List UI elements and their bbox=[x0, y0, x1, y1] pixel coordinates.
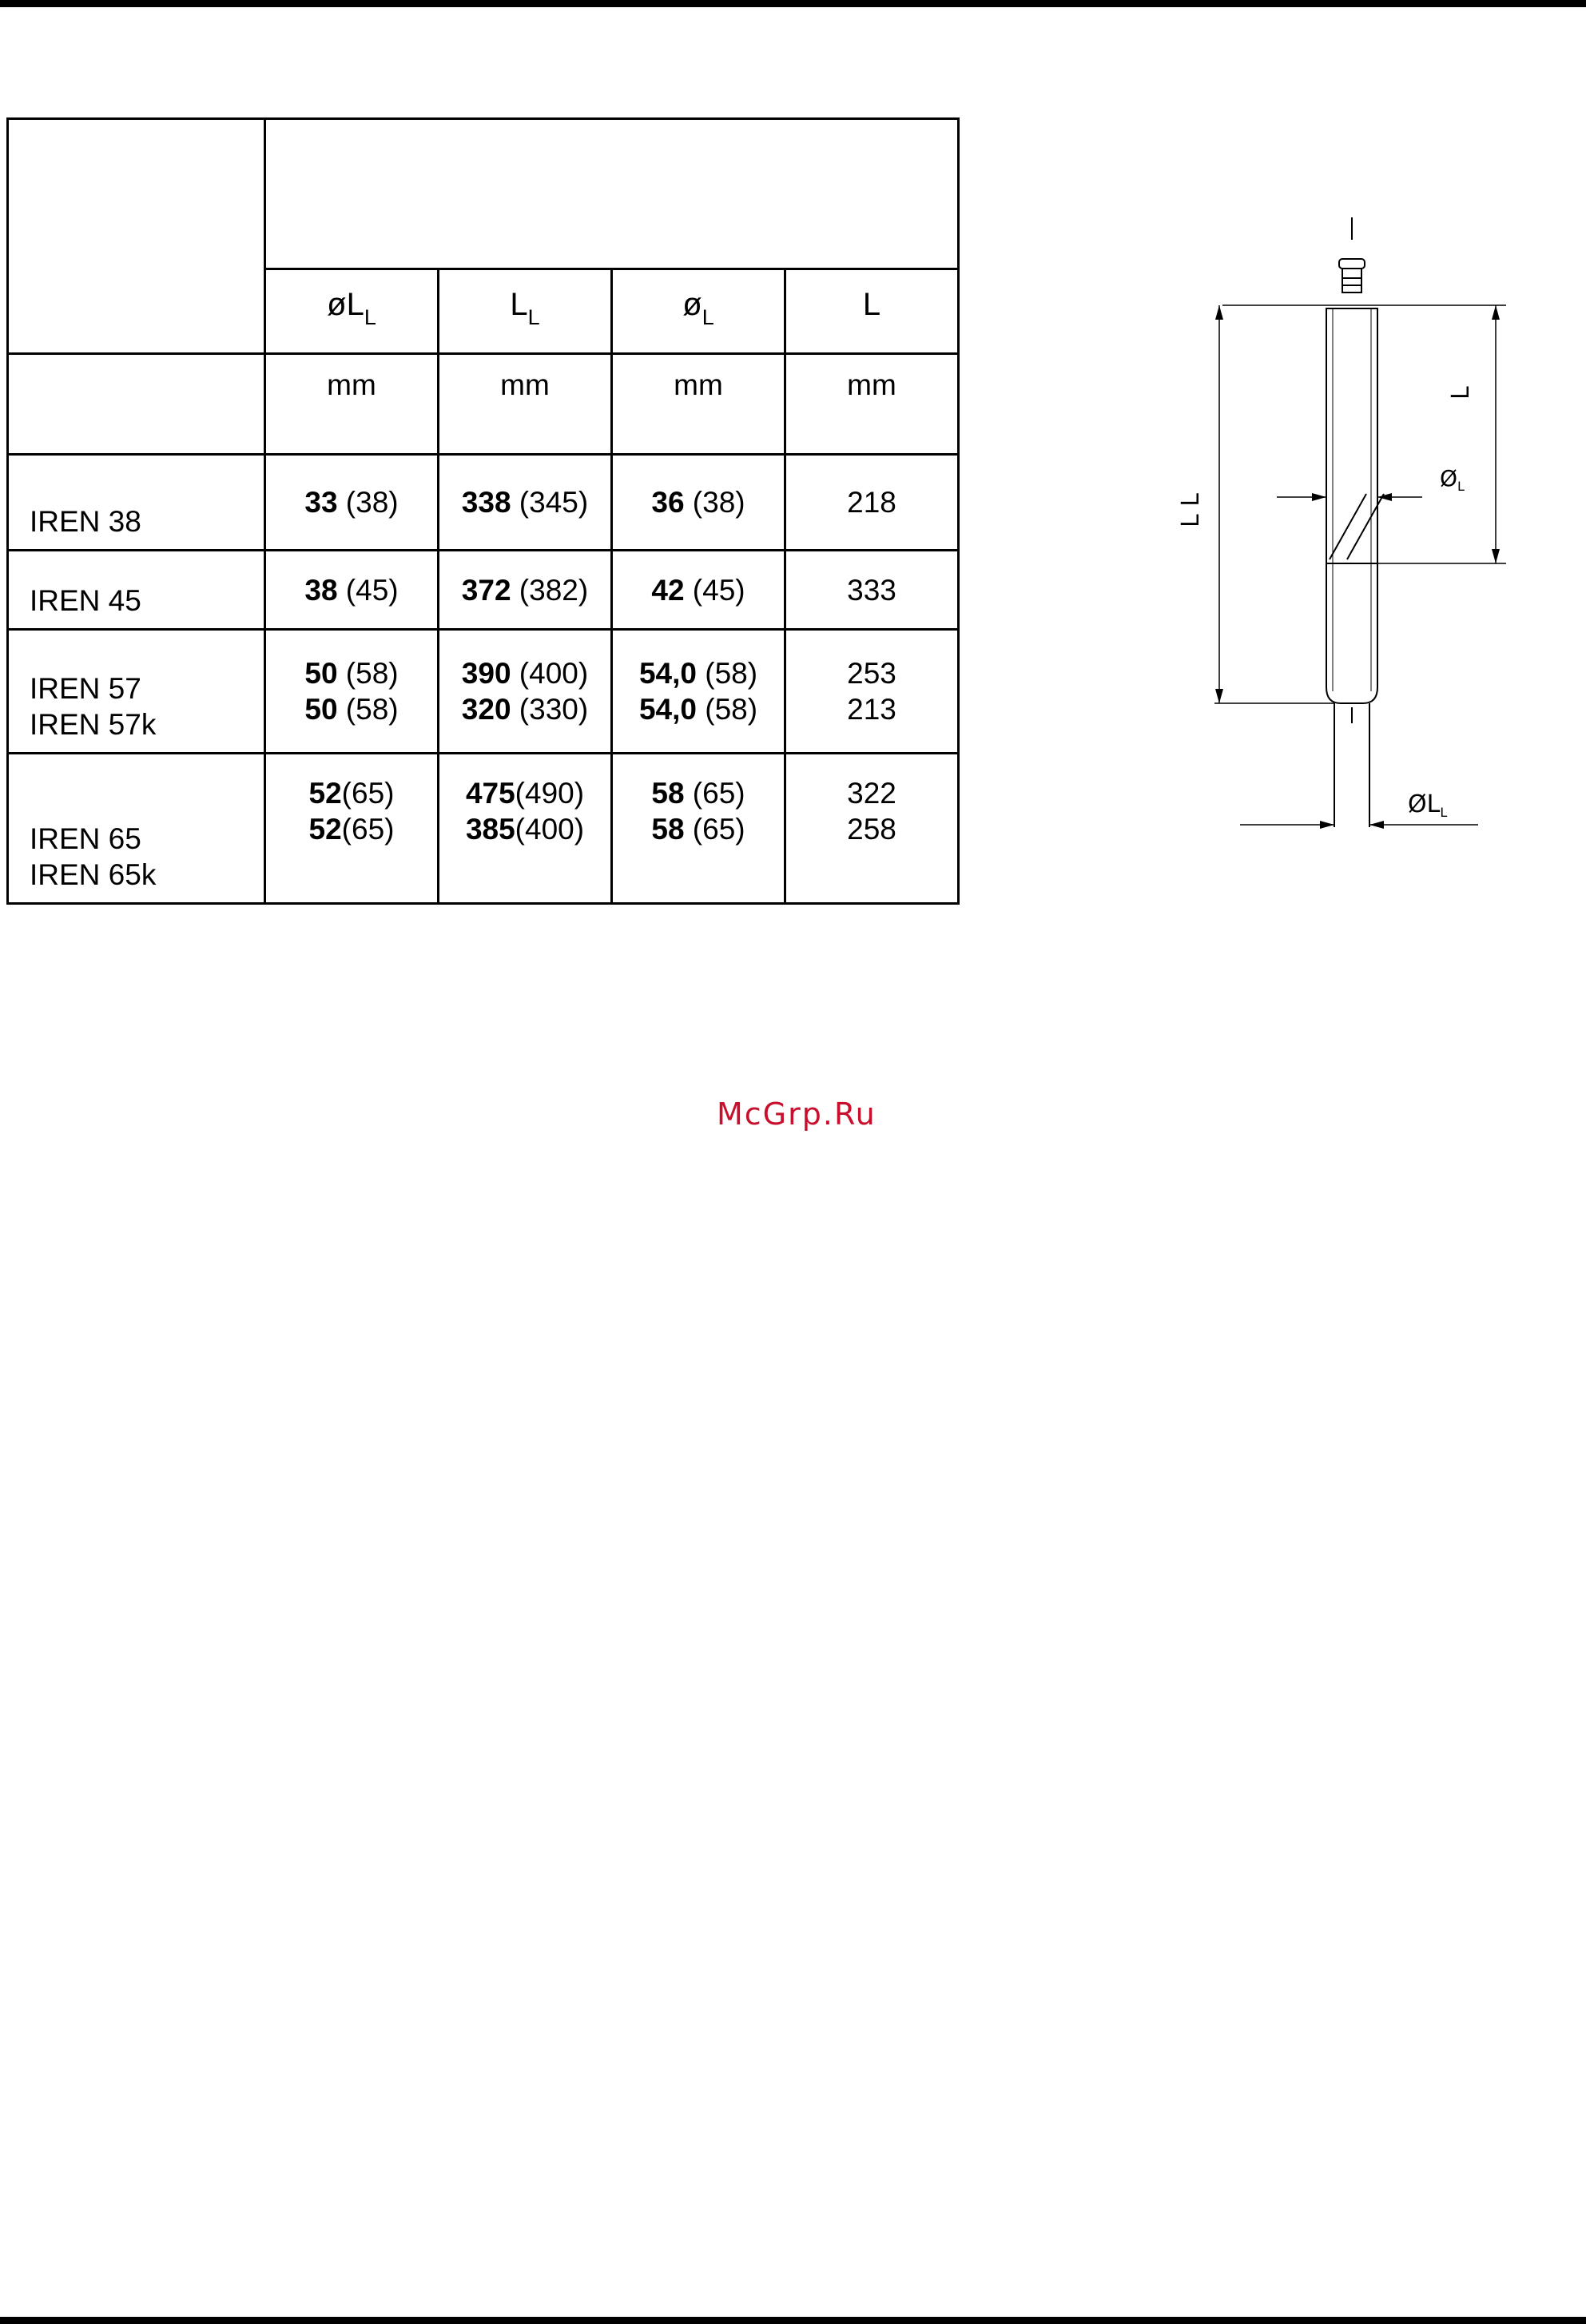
arrowhead bbox=[1320, 821, 1334, 829]
cell-oLL: 38 (45) bbox=[265, 551, 439, 630]
cell-oL: 42 (45) bbox=[612, 551, 785, 630]
watermark: McGrp.Ru bbox=[717, 1096, 876, 1132]
unit-cell: mm bbox=[439, 354, 612, 455]
cell-LL: 372 (382) bbox=[439, 551, 612, 630]
cell-oL: 36 (38) bbox=[612, 455, 785, 551]
col-symbol-LL: $L_L$ bbox=[439, 269, 612, 354]
cell-oLL: 52(65) 52(65) bbox=[265, 754, 439, 904]
arrowhead bbox=[1492, 549, 1500, 563]
cylinder-drawing bbox=[1177, 208, 1518, 839]
model-cell: IREN 65 IREN 65k bbox=[8, 754, 265, 904]
tip-cap bbox=[1339, 259, 1365, 269]
cell-oL: 58 (65) 58 (65) bbox=[612, 754, 785, 904]
model-cell: IREN 45 bbox=[8, 551, 265, 630]
arrowhead bbox=[1312, 493, 1326, 501]
cylinder-body bbox=[1326, 308, 1377, 703]
unit-cell: mm bbox=[785, 354, 959, 455]
header-span-cell bbox=[265, 119, 959, 269]
cell-oL: 54,0 (58) 54,0 (58) bbox=[612, 630, 785, 754]
spec-table bbox=[6, 117, 960, 905]
unit-cell: mm bbox=[265, 354, 439, 455]
arrowhead bbox=[1369, 821, 1384, 829]
arrowhead bbox=[1492, 305, 1500, 320]
tip-neck bbox=[1342, 269, 1361, 292]
dim-label-LL: L L bbox=[1177, 493, 1205, 527]
arrowhead bbox=[1215, 305, 1223, 320]
cell-L: 218 bbox=[785, 455, 959, 551]
cell-L: 322 258 bbox=[785, 754, 959, 904]
table-row bbox=[8, 630, 959, 754]
units-label-cell bbox=[8, 354, 265, 455]
col-symbol-oL: $ø_L$ bbox=[612, 269, 785, 354]
dim-label-oL: $Ø_L$ bbox=[1440, 465, 1465, 494]
unit-cell: mm bbox=[612, 354, 785, 455]
corner-cell bbox=[8, 119, 265, 354]
cell-LL: 338 (345) bbox=[439, 455, 612, 551]
bottom-rule bbox=[0, 2317, 1586, 2324]
header-row-blank bbox=[8, 119, 959, 269]
units-row bbox=[8, 354, 959, 455]
hatch-mark bbox=[1330, 494, 1366, 559]
col-symbol-oLL: $øL_L$ bbox=[265, 269, 439, 354]
table-row bbox=[8, 551, 959, 630]
col-symbol-L: L bbox=[785, 269, 959, 354]
cell-LL: 475(490) 385(400) bbox=[439, 754, 612, 904]
arrowhead bbox=[1215, 689, 1223, 703]
model-cell: IREN 38 bbox=[8, 455, 265, 551]
table-row bbox=[8, 754, 959, 904]
hatch-mark bbox=[1347, 494, 1384, 559]
model-cell: IREN 57 IREN 57k bbox=[8, 630, 265, 754]
dim-label-L: L bbox=[1447, 386, 1475, 400]
table-row bbox=[8, 455, 959, 551]
cell-oLL: 50 (58) 50 (58) bbox=[265, 630, 439, 754]
cell-oLL: 33 (38) bbox=[265, 455, 439, 551]
cell-L: 333 bbox=[785, 551, 959, 630]
dim-label-oLL: $ØL_L$ bbox=[1408, 790, 1448, 820]
cell-LL: 390 (400) 320 (330) bbox=[439, 630, 612, 754]
cell-L: 253 213 bbox=[785, 630, 959, 754]
top-rule bbox=[0, 0, 1586, 7]
